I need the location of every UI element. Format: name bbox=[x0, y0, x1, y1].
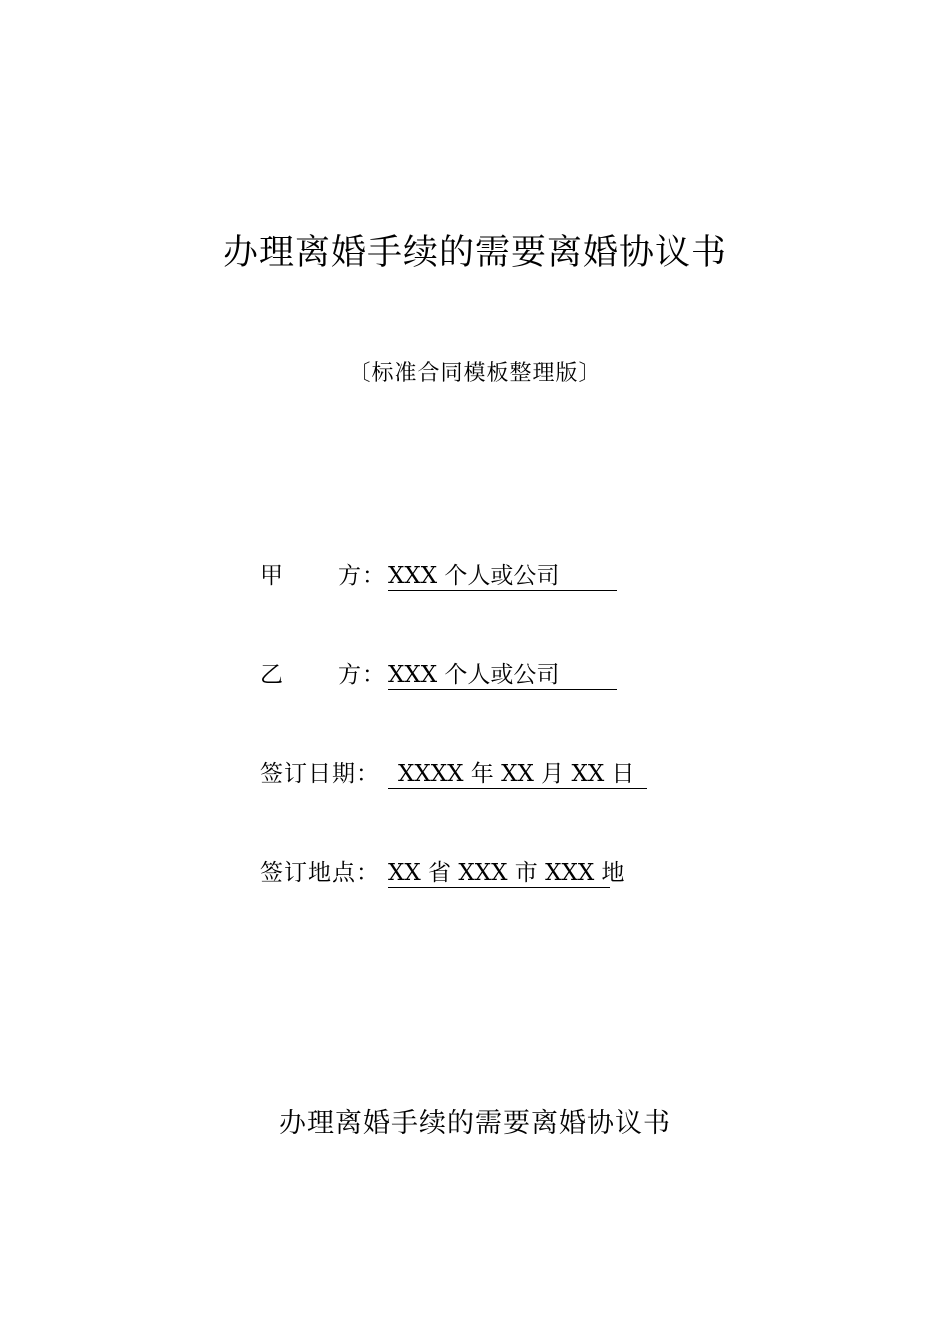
party-b-label-rest: 方： bbox=[338, 662, 386, 688]
signing-place-label: 签订地点： bbox=[260, 860, 380, 886]
document-title: 办理离婚手续的需要离婚协议书 bbox=[222, 233, 727, 273]
party-b-field bbox=[260, 659, 617, 691]
party-a-value: XXX 个人或公司 bbox=[388, 562, 617, 591]
signing-date-field bbox=[260, 758, 647, 790]
party-a-field bbox=[260, 560, 617, 592]
signing-date-value: XXXX 年 XX 月 XX 日 bbox=[388, 760, 647, 789]
party-b-label-first: 乙 bbox=[260, 662, 284, 688]
document-subtitle: 〔标准合同模板整理版〕 bbox=[348, 361, 602, 386]
party-a-label-first: 甲 bbox=[260, 563, 284, 589]
party-b-label bbox=[260, 659, 388, 691]
party-a-label bbox=[260, 560, 388, 592]
party-b-value: XXX 个人或公司 bbox=[388, 661, 617, 690]
body-heading: 办理离婚手续的需要离婚协议书 bbox=[279, 1108, 671, 1139]
signing-date-label: 签订日期： bbox=[260, 761, 380, 787]
signing-place-field bbox=[260, 857, 625, 889]
signing-place-value: XX 省 XXX 市 XXX 地 bbox=[388, 860, 625, 886]
party-a-label-rest: 方： bbox=[338, 563, 386, 589]
